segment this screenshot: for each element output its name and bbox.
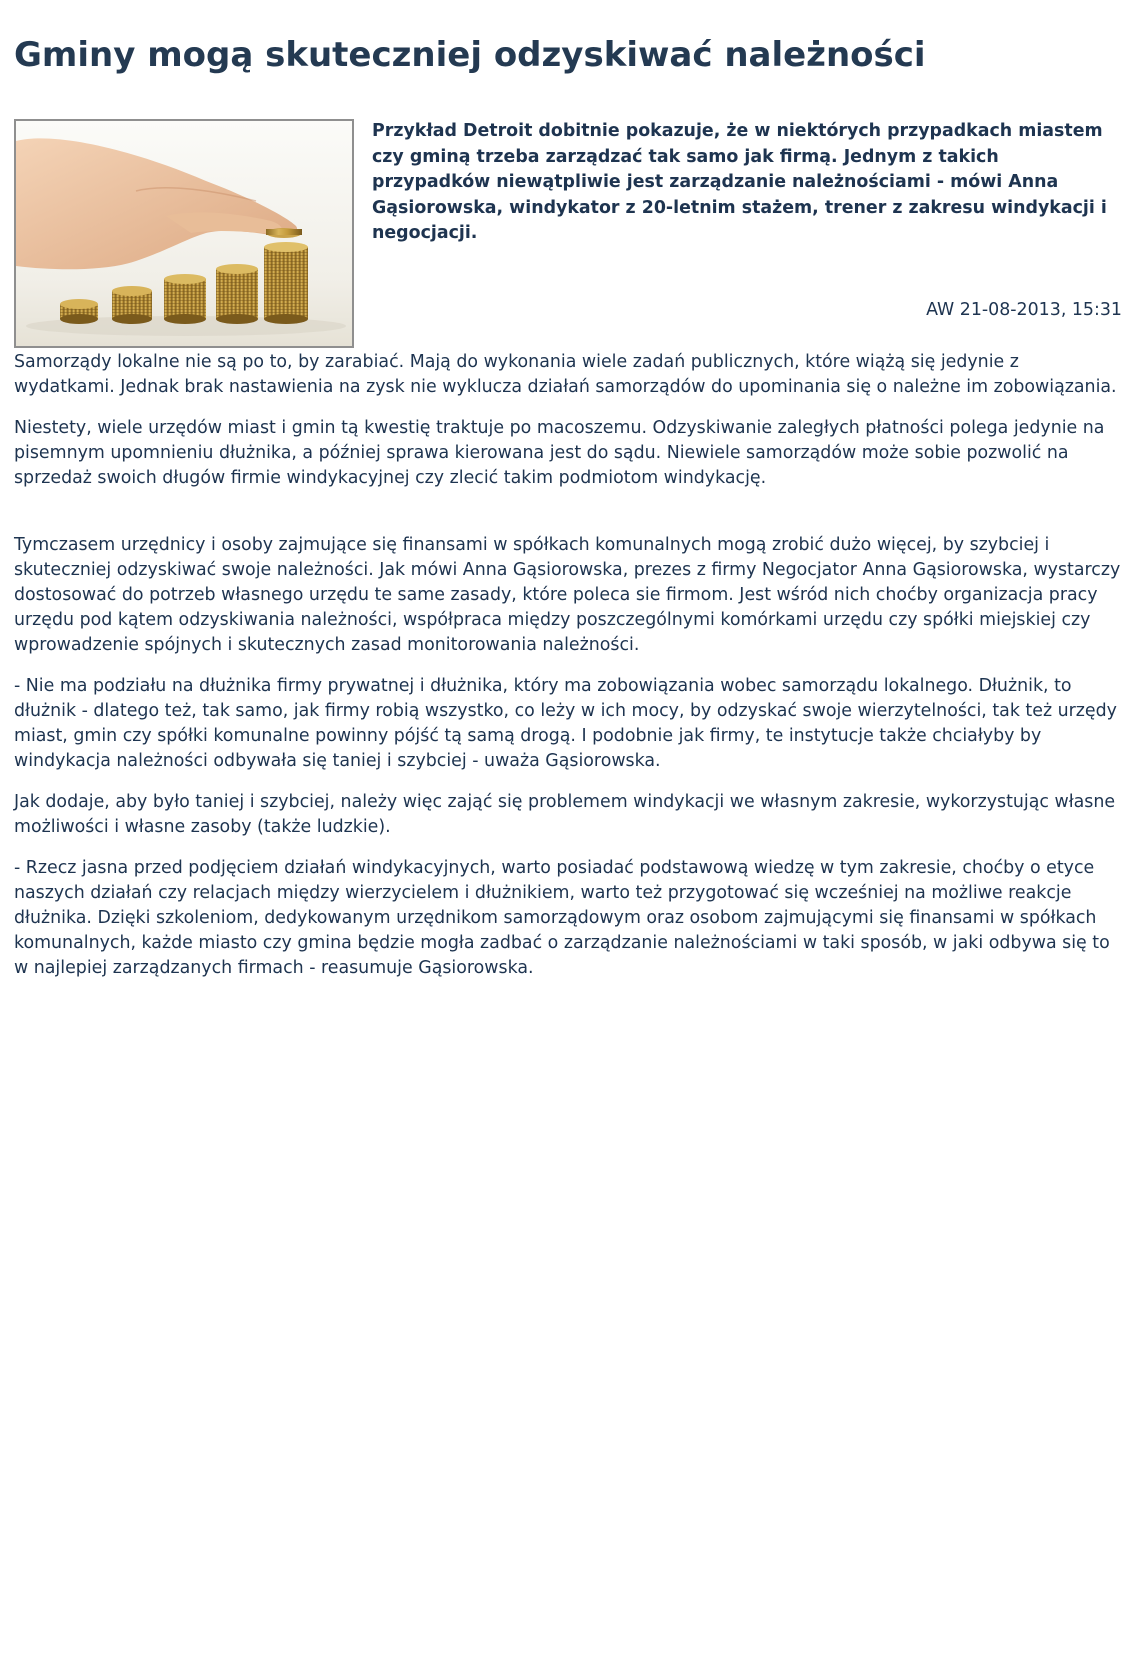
byline-author: AW — [926, 300, 955, 320]
article-paragraph: - Rzecz jasna przed podjęciem działań windykacyjnych, warto posiadać podstawową wiedzę w tym zakresie, choćby o etyce naszych działań czy relacjach między wierzycielem i dłużnikiem, warto też przygotować się wcześniej na możliwe reakcje dłużnika. Dzięki szkoleniom, dedykowanym urzędnikom samorządowym oraz osobom zajmującymi się finansami w spółkach komunalnych, każde miasto czy gmina będzie mogła zadbać o zarządzanie należnościami w taki sposób, w jaki odbywa się to w najlepiej zarządzanych firmach - reasumuje Gąsiorowska. — [14, 858, 1110, 978]
article-byline — [926, 298, 1122, 323]
article-image — [14, 119, 354, 348]
article-body — [14, 350, 1122, 997]
article-paragraph: Tymczasem urzędnicy i osoby zajmujące się finansami w spółkach komunalnych mogą zrobić dużo więcej, by szybciej i skuteczniej odzyskiwać swoje należności. Jak mówi Anna Gąsiorowska, prezes z firmy Negocjator Anna Gąsiorowska, wystarczy dostosować do potrzeb własnego urzędu te same zasady, które poleca sie firmom. Jest wśród nich choćby organizacja pracy urzędu pod kątem odzyskiwania należności, współpraca między poszczególnymi komórkami urzędu czy spółki miejskiej czy wprowadzenie spójnych i skutecznych zasad monitorowania należności. — [14, 535, 1121, 655]
article-lead: Przykład Detroit dobitnie pokazuje, że w niektórych przypadkach miastem czy gminą trzeba zarządzać tak samo jak firmą. Jednym z takich przypadków niewątpliwie jest zarządzanie należnościami - mówi Anna Gąsiorowska, windykator z 20-letnim stażem, trener z zakresu windykacji i negocjacji. — [372, 121, 1107, 243]
article-paragraph: - Nie ma podziału na dłużnika firmy prywatnej i dłużnika, który ma zobowiązania wobec samorządu lokalnego. Dłużnik, to dłużnik - dlatego też, tak samo, jak firmy robią wszystko, co leży w ich mocy, by odzyskać swoje wierzytelności, tak też urzędy miast, gmin czy spółki komunalne powinny pójść tą samą drogą. I podobnie jak firmy, te instytucje także chciałyby by windykacja należności odbywała się taniej i szybciej - uważa Gąsiorowska. — [14, 676, 1117, 771]
byline-date: 21-08-2013, 15:31 — [959, 300, 1122, 320]
article-paragraph: Jak dodaje, aby było taniej i szybciej, należy więc zająć się problemem windykacji we własnym zakresie, wykorzystując własne możliwości i własne zasoby (także ludzkie). — [14, 792, 1116, 837]
article-paragraph: Samorządy lokalne nie są po to, by zarabiać. Mają do wykonania wiele zadań publicznych, które wiążą się jedynie z wydatkami. Jednak brak nastawienia na zysk nie wyklucza działań samorządów do upominania się o należne im zobowiązania. — [14, 352, 1117, 397]
coins-stack-photo-icon — [16, 121, 352, 346]
article-paragraph: Niestety, wiele urzędów miast i gmin tą kwestię traktuje po macoszemu. Odzyskiwanie zaległych płatności polega jedynie na pisemnym upomnieniu dłużnika, a później sprawa kierowana jest do sądu. Niewiele samorządów może sobie pozwolić na sprzedaż swoich długów firmie windykacyjnej czy zlecić takim podmiotom windykację. — [14, 418, 1105, 488]
article-title: Gminy mogą skuteczniej odzyskiwać należności — [14, 35, 926, 75]
